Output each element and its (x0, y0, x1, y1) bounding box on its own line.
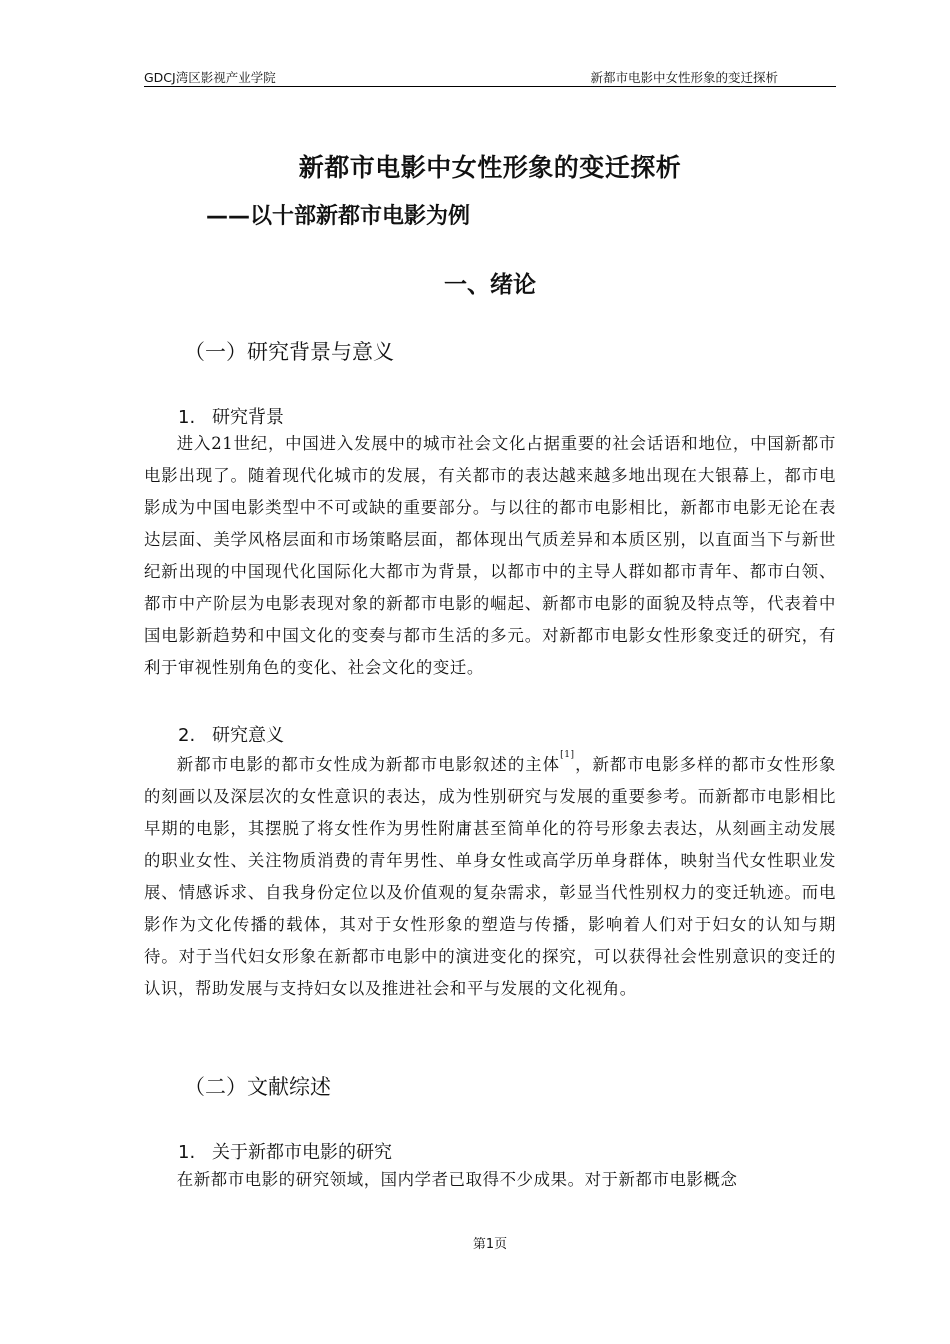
header-institution: GDCJ湾区影视产业学院 (144, 70, 276, 85)
paragraph-research-background: 进入21世纪，中国进入发展中的城市社会文化占据重要的社会话语和地位，中国新都市电影出现了。随着现代化城市的发展，有关都市的表达越来越多地出现在大银幕上，都市电影成为中国电影类型中不可或缺的重要部分。与以往的都市电影相比，新都市电影无论在表达层面、美学风格层面和市场策略层面，都体现出气质差异和本质区别，以直面当下与新世纪新出现的中国现代化国际化大都市为背景，以都市中的主导人群如都市青年、都市白领、都市中产阶层为电影表现对象的新都市电影的崛起、新都市电影的面貌及特点等，代表着中国电影新趋势和中国文化的变奏与都市生活的多元。对新都市电影女性形象变迁的研究，有利于审视性别角色的变化、社会文化的变迁。 (144, 434, 836, 677)
paragraph-text-part-2: ，新都市电影多样的都市女性形象的刻画以及深层次的女性意识的表达，成为性别研究与发展的重要参考。而新都市电影相比早期的电影，其摆脱了将女性作为男性附庸甚至简单化的符号形象去表达，从刻画主动发展的职业女性、关注物质消费的青年男性、单身女性或高学历单身群体，映射当代女性职业发展、情感诉求、自我身份定位以及价值观的复杂需求，彰显当代性别权力的变迁轨迹。而电影作为文化传播的载体，其对于女性形象的塑造与传播，影响着人们对于妇女的认知与期待。对于当代妇女形象在新都市电影中的演进变化的探究，可以获得社会性别意识的变迁的认识，帮助发展与支持妇女以及推进社会和平与发展的文化视角。 (144, 755, 836, 998)
item-heading-new-urban-film-research (178, 1138, 392, 1164)
subsection-heading-literature-review: （二）文献综述 (184, 1075, 331, 1099)
subsection-heading-background-significance: （一）研究背景与意义 (184, 340, 394, 364)
paragraph-research-significance (144, 749, 836, 1005)
paper-title: 新都市电影中女性形象的变迁探析 (298, 153, 682, 182)
header-paper-title: 新都市电影中女性形象的变迁探析 (590, 70, 778, 85)
item-heading-research-background (178, 403, 284, 429)
paragraph-text-part-1: 新都市电影的都市女性成为新都市电影叙述的主体 (176, 755, 561, 774)
item-number: 1. (178, 407, 196, 428)
item-heading-research-significance (178, 721, 284, 747)
item-heading-text: 研究背景 (212, 407, 284, 428)
page-number: 第1页 (472, 1237, 508, 1252)
item-heading-text: 关于新都市电影的研究 (212, 1142, 392, 1163)
page-header (144, 66, 836, 87)
item-number: 2. (178, 725, 196, 746)
section-heading-introduction: 一、绪论 (444, 272, 536, 298)
citation-mark: [1] (560, 750, 575, 760)
paper-subtitle: ——以十部新都市电影为例 (206, 204, 471, 229)
item-heading-text: 研究意义 (212, 725, 284, 746)
paragraph-new-urban-film-research: 在新都市电影的研究领域，国内学者已取得不少成果。对于新都市电影概念 (176, 1170, 738, 1189)
item-number: 1. (178, 1142, 196, 1163)
